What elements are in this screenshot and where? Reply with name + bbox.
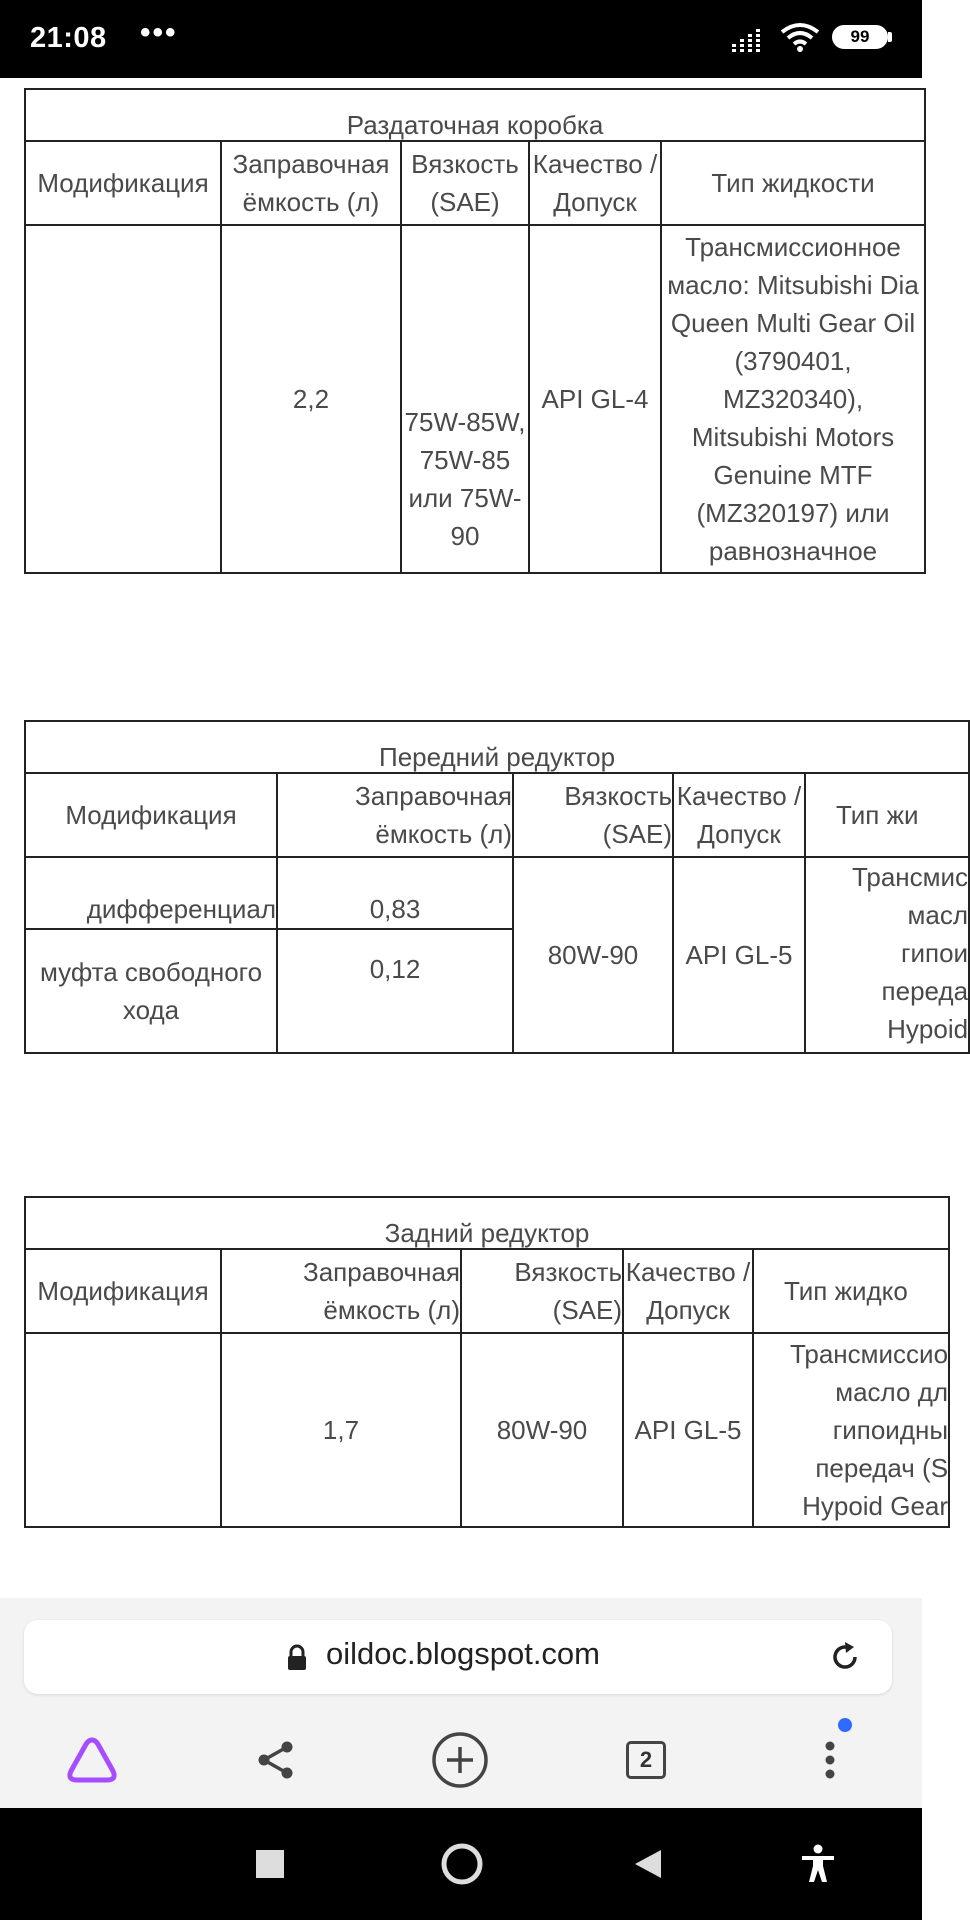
tab-count: 2 xyxy=(639,1747,653,1772)
wifi-icon xyxy=(780,22,820,52)
system-nav-bar xyxy=(0,1808,922,1920)
cell-quality: API GL-5 xyxy=(673,857,805,1053)
home-button[interactable] xyxy=(432,1834,492,1894)
fluid-line: Hypoid Gear xyxy=(802,1491,949,1521)
table-caption: Задний редуктор xyxy=(25,1197,949,1249)
cell-viscosity: 80W-90 xyxy=(513,857,673,1053)
header-fluid: Тип жи xyxy=(805,773,969,857)
cell-quality: API GL-5 xyxy=(623,1333,753,1527)
cell-capacity: 1,7 xyxy=(221,1333,461,1527)
menu-button[interactable] xyxy=(800,1730,860,1790)
cell-viscosity: 80W-90 xyxy=(461,1333,623,1527)
table-caption: Раздаточная коробка xyxy=(25,89,925,141)
header-capacity: Заправочная ёмкость (л) xyxy=(221,1249,461,1333)
status-bar xyxy=(0,0,922,78)
battery-icon xyxy=(832,25,888,49)
accessibility-icon xyxy=(799,1844,837,1884)
header-quality: Качество / Допуск xyxy=(673,773,805,857)
lock-icon xyxy=(286,1644,308,1672)
header-modification: Модификация xyxy=(25,141,221,225)
share-button[interactable] xyxy=(246,1730,306,1790)
cell-capacity-differential: 0,83 xyxy=(277,857,513,929)
page-content xyxy=(0,78,969,1598)
new-tab-icon xyxy=(430,1730,490,1790)
header-quality: Качество / Допуск xyxy=(623,1249,753,1333)
back-icon xyxy=(633,1848,663,1880)
header-fluid: Тип жидкости xyxy=(661,141,925,225)
fluid-line: передач (S xyxy=(815,1453,949,1483)
cell-fluid xyxy=(753,1333,949,1527)
alice-icon xyxy=(65,1735,119,1785)
header-capacity: Заправочная ёмкость (л) xyxy=(277,773,513,857)
header-quality: Качество / Допуск xyxy=(529,141,661,225)
header-modification: Модификация xyxy=(25,773,277,857)
status-time: 21:08 xyxy=(30,22,107,54)
cell-modification-differential: дифференциал xyxy=(25,857,277,929)
menu-icon xyxy=(820,1735,840,1785)
battery-tip xyxy=(888,32,892,42)
header-viscosity: Вязкость (SAE) xyxy=(401,141,529,225)
signal-icon xyxy=(732,26,768,52)
tabs-icon xyxy=(626,1741,666,1779)
transfer-case-table xyxy=(24,88,926,574)
share-icon xyxy=(254,1738,298,1782)
fluid-line: масл xyxy=(907,900,969,930)
cell-capacity-freewheel: 0,12 xyxy=(277,929,513,1053)
home-icon xyxy=(440,1842,484,1886)
header-modification: Модификация xyxy=(25,1249,221,1333)
fluid-line: передa xyxy=(881,976,969,1006)
header-fluid: Тип жидко xyxy=(753,1249,949,1333)
alice-button[interactable] xyxy=(62,1730,122,1790)
rear-diff-table xyxy=(24,1196,950,1528)
cell-modification-freewheel: муфта свободного хода xyxy=(25,929,277,1053)
header-viscosity: Вязкость (SAE) xyxy=(513,773,673,857)
battery-level: 99 xyxy=(850,27,870,46)
fluid-line: масло дл xyxy=(835,1377,949,1407)
status-more-dots: ••• xyxy=(140,16,178,49)
fluid-line: Трансмиссио xyxy=(789,1339,949,1369)
cell-quality: API GL-4 xyxy=(529,225,661,573)
cell-fluid xyxy=(805,857,969,1053)
cell-fluid: Трансмиссионное масло: Mitsubishi Dia Queen Multi Gear Oil (3790401, MZ320340), Mitsubishi Motors Genuine MTF (MZ320197) или равнозначное xyxy=(661,225,925,573)
fluid-line: гипои xyxy=(900,938,969,968)
cell-viscosity: 75W-85W, 75W-85 или 75W-90 xyxy=(401,225,529,573)
cell-modification xyxy=(25,225,221,573)
back-button[interactable] xyxy=(618,1834,678,1894)
browser-nav-row xyxy=(0,1716,922,1800)
reload-icon[interactable] xyxy=(828,1640,862,1674)
browser-toolbar xyxy=(0,1598,922,1808)
notification-dot xyxy=(838,1718,852,1732)
cell-modification xyxy=(25,1333,221,1527)
fluid-line: Hypoid xyxy=(887,1014,969,1044)
accessibility-button[interactable] xyxy=(788,1834,848,1894)
recents-button[interactable] xyxy=(240,1834,300,1894)
header-capacity: Заправочная ёмкость (л) xyxy=(221,141,401,225)
front-diff-table xyxy=(24,720,970,1054)
fluid-line: гипоидны xyxy=(832,1415,949,1445)
header-viscosity: Вязкость (SAE) xyxy=(461,1249,623,1333)
new-tab-button[interactable] xyxy=(430,1730,490,1790)
table-caption: Передний редуктор xyxy=(25,721,969,773)
cell-capacity: 2,2 xyxy=(221,225,401,573)
address-bar[interactable] xyxy=(24,1620,892,1694)
fluid-line: Трансмис xyxy=(851,862,969,892)
url-text[interactable]: oildoc.blogspot.com xyxy=(326,1636,600,1671)
recents-icon xyxy=(255,1849,285,1879)
tabs-button[interactable] xyxy=(616,1730,676,1790)
